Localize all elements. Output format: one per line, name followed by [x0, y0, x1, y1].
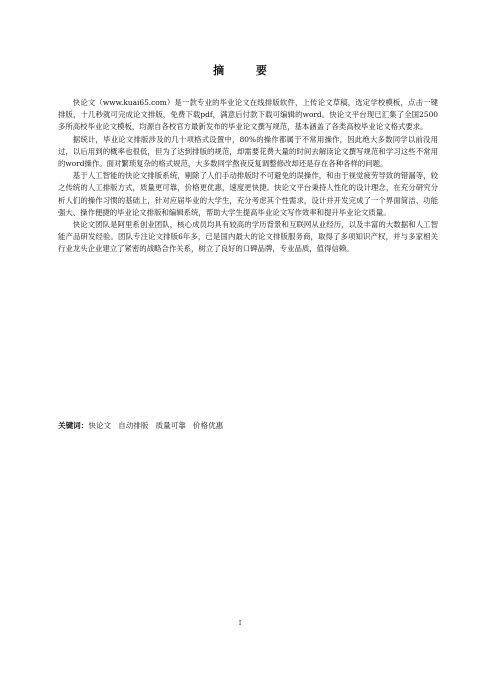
- abstract-paragraph-3: 基于人工智能的快论文排版系统，剔除了人们手动排版时不可避免的误操作，和由于视觉疲劳导致的错漏等，较之传统的人工排版方式，质量更可靠，价格更优惠，速度更快捷。快论文平台秉持人性化的设计理念，在充分研究分析人们的操作习惯的基础上，针对应届毕业的大学生，充分考虑其个性需求，设计并开发完成了一个界面简洁、功能强大、操作便捷的毕业论文排版和编辑系统，帮助大学生提高毕业论文写作效率和提升毕业论文质量。: [58, 171, 438, 217]
- keyword-item: 价格优惠: [192, 421, 224, 430]
- abstract-paragraph-1: 快论文（www.kuai65.com）是一款专业的毕业论文在线排版软件，上传论文草稿，选定学校模板，点击一键排版，十几秒就可完成论文排版，免费下载pdf，满意后付款下载可编辑的word。快论文平台现已汇集了全国2500多所高校毕业论文模板，均源自各校官方最新发布的毕业论文撰写规范，基本涵盖了各类高校毕业论文格式要求。: [58, 98, 438, 132]
- abstract-body: [58, 97, 438, 256]
- page-number: I: [238, 620, 242, 627]
- abstract-title: 摘 要: [213, 64, 281, 77]
- abstract-paragraph-4: 快论文团队是阿里系创业团队，核心成员均具有较高的学历背景和互联网从业经历，以及丰富的大数据和人工智能产品研发经验。团队专注论文排版6年多，已是国内最大的论文排版服务商，取得了多项知识产权，并与多家相关行业龙头企业建立了紧密的战略合作关系，树立了良好的口碑品牌，专业品质，值得信赖。: [58, 220, 438, 254]
- abstract-paragraph-2: 据统计，毕业论文排版涉及的几十项格式设置中，80%的操作都属于不常用操作，因此绝大多数同学以前没用过，以后用到的概率也很低，但为了达到排版的规范，却需要花费大量的时间去解读论文撰写规范和学习这些不常用的word操作。面对繁琐复杂的格式规范，大多数同学熬夜反复调整修改却还是存在各种各样的问题。: [58, 134, 438, 169]
- keyword-item: 自动排版: [118, 421, 149, 430]
- keywords-line: [58, 420, 438, 432]
- keyword-item: 质量可靠: [155, 421, 186, 430]
- keyword-item: 快论文: [88, 421, 112, 430]
- keywords-label: 关键词：: [58, 421, 89, 430]
